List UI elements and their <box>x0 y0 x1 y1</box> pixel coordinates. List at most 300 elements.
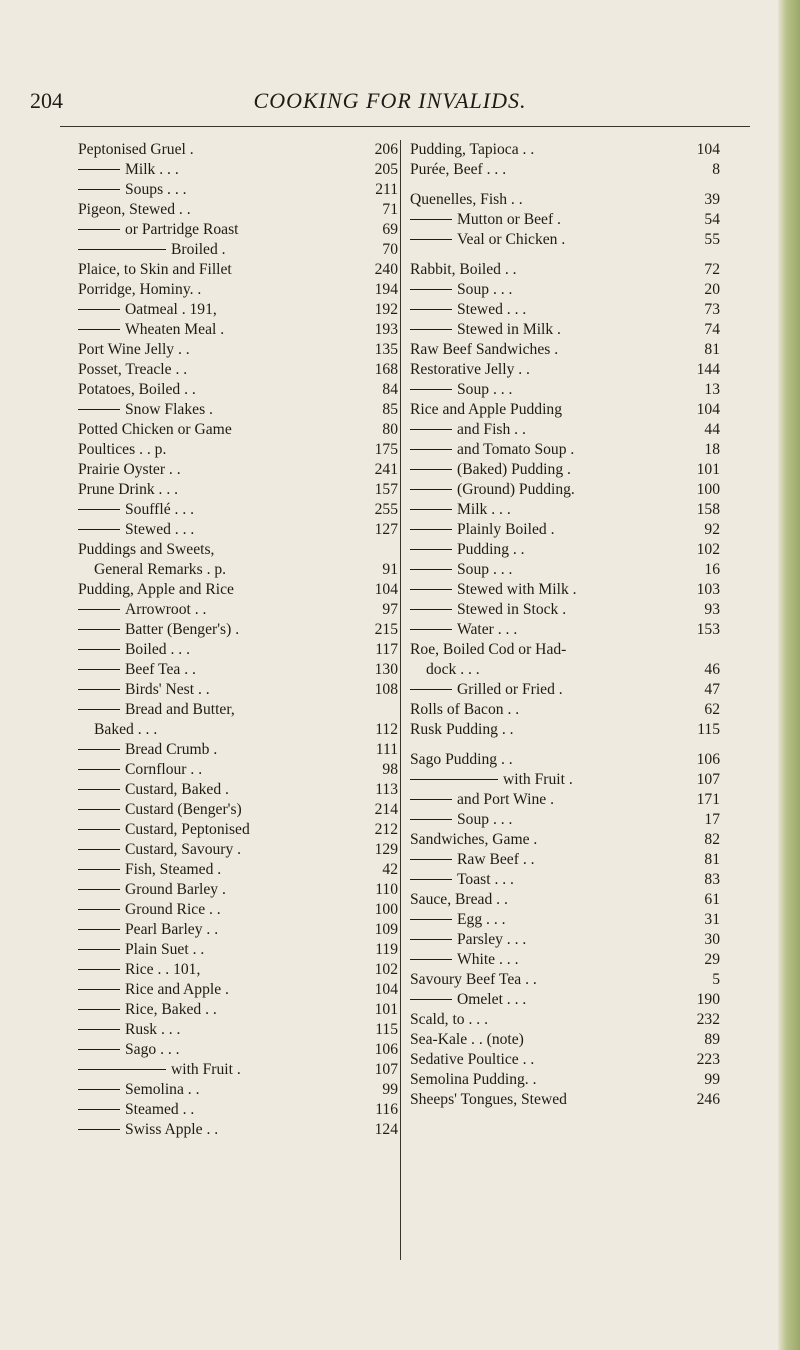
entry-text: Porridge, Hominy. . <box>78 281 202 298</box>
page-header <box>30 88 750 128</box>
entry-label <box>410 830 680 850</box>
index-entry <box>410 870 720 890</box>
ditto-dash <box>410 239 452 240</box>
entry-page: 17 <box>704 811 720 828</box>
entry-page: 101 <box>374 1001 398 1018</box>
entry-label <box>78 900 358 920</box>
entry-text: and Tomato Soup . <box>457 441 575 458</box>
ditto-dash <box>78 629 120 630</box>
entry-text: Scald, to . . . <box>410 1011 488 1028</box>
entry-text: with Fruit . <box>503 771 573 788</box>
index-entry <box>78 320 398 340</box>
index-entry <box>78 660 398 680</box>
entry-label <box>410 680 680 700</box>
ditto-dash <box>410 309 452 310</box>
entry-text: Parsley . . . <box>457 931 527 948</box>
entry-text: Birds' Nest . . <box>125 681 210 698</box>
entry-label <box>410 870 680 890</box>
index-spacer <box>410 740 720 750</box>
entry-text: Rice and Apple Pudding <box>410 401 563 418</box>
index-entry <box>410 440 720 460</box>
entry-text: Rice and Apple . <box>125 981 229 998</box>
index-entry <box>410 790 720 810</box>
ditto-dash <box>78 1009 120 1010</box>
entry-page: 83 <box>704 871 720 888</box>
ditto-dash <box>78 689 120 690</box>
entry-page: 46 <box>704 661 720 678</box>
index-entry <box>410 1050 720 1070</box>
ditto-dash <box>78 989 120 990</box>
ditto-dash <box>78 809 120 810</box>
entry-label <box>410 660 680 680</box>
index-entry <box>410 280 720 300</box>
entry-label <box>78 180 358 200</box>
entry-text: Arrowroot . . <box>125 601 207 618</box>
ditto-dash <box>78 529 120 530</box>
entry-text: Soup . . . <box>457 381 513 398</box>
index-entry <box>410 890 720 910</box>
entry-text: Port Wine Jelly . . <box>78 341 190 358</box>
index-entry <box>410 320 720 340</box>
index-entry <box>410 500 720 520</box>
entry-text: Stewed in Milk . <box>457 321 561 338</box>
index-entry <box>78 1120 398 1140</box>
ditto-dash <box>410 429 452 430</box>
entry-text: Broiled . <box>171 241 226 258</box>
entry-page: 42 <box>382 861 398 878</box>
entry-text: Potatoes, Boiled . . <box>78 381 196 398</box>
entry-text: Sago Pudding . . <box>410 751 513 768</box>
entry-page: 109 <box>374 921 398 938</box>
entry-page: 103 <box>696 581 720 598</box>
entry-page: 20 <box>704 281 720 298</box>
entry-label <box>410 260 680 280</box>
entry-page: 93 <box>704 601 720 618</box>
running-title: COOKING FOR INVALIDS. <box>253 88 527 113</box>
index-entry <box>78 420 398 440</box>
index-entry <box>78 820 398 840</box>
ditto-dash <box>78 609 120 610</box>
entry-label <box>410 340 680 360</box>
entry-label <box>78 700 358 720</box>
ditto-dash <box>78 949 120 950</box>
entry-text: Baked . . . <box>94 721 158 738</box>
entry-page: 99 <box>382 1081 398 1098</box>
entry-text: Boiled . . . <box>125 641 190 658</box>
entry-page: 18 <box>704 441 720 458</box>
entry-page: 112 <box>375 721 398 738</box>
index-entry <box>410 930 720 950</box>
entry-text: Fish, Steamed . <box>125 861 222 878</box>
entry-text: Rabbit, Boiled . . <box>410 261 517 278</box>
ditto-dash <box>410 569 452 570</box>
index-entry <box>78 140 398 160</box>
index-entry <box>410 230 720 250</box>
entry-page: 124 <box>374 1121 398 1138</box>
index-entry <box>410 140 720 160</box>
index-entry <box>78 920 398 940</box>
entry-text: and Fish . . <box>457 421 526 438</box>
entry-page: 81 <box>704 341 720 358</box>
index-entry <box>410 640 720 660</box>
entry-page: 71 <box>382 201 398 218</box>
entry-label <box>78 160 358 180</box>
entry-text: Ground Rice . . <box>125 901 221 918</box>
entry-label <box>410 380 680 400</box>
index-entry <box>78 340 398 360</box>
index-entry <box>78 1020 398 1040</box>
index-entry <box>410 620 720 640</box>
index-entry <box>78 740 398 760</box>
entry-text: Semolina Pudding. . <box>410 1071 537 1088</box>
index-entry <box>78 600 398 620</box>
entry-page: 127 <box>374 521 398 538</box>
entry-page: 129 <box>374 841 398 858</box>
entry-label <box>78 880 358 900</box>
index-entry <box>410 720 720 740</box>
ditto-dash <box>78 909 120 910</box>
entry-label <box>78 740 358 760</box>
entry-text: Oatmeal . 191, <box>125 301 217 318</box>
entry-text: Bread Crumb . <box>125 741 218 758</box>
entry-label <box>78 400 358 420</box>
entry-text: (Baked) Pudding . <box>457 461 571 478</box>
index-entry <box>410 1070 720 1090</box>
index-entry <box>78 1060 398 1080</box>
entry-label <box>410 970 680 990</box>
index-entry <box>78 360 398 380</box>
index-entry <box>78 520 398 540</box>
entry-text: Stewed in Stock . <box>457 601 567 618</box>
ditto-dash <box>410 289 452 290</box>
index-entry <box>78 400 398 420</box>
entry-page: 206 <box>374 141 398 158</box>
entry-label <box>78 240 358 260</box>
entry-text: Sandwiches, Game . <box>410 831 538 848</box>
entry-label <box>410 230 680 250</box>
index-column-right <box>410 140 720 1110</box>
ditto-dash <box>410 489 452 490</box>
entry-page: 119 <box>375 941 398 958</box>
index-entry <box>410 160 720 180</box>
entry-page: 54 <box>704 211 720 228</box>
entry-label <box>410 700 680 720</box>
ditto-dash <box>410 449 452 450</box>
entry-page: 84 <box>382 381 398 398</box>
index-spacer <box>410 180 720 190</box>
entry-label <box>410 300 680 320</box>
ditto-dash <box>410 919 452 920</box>
entry-page: 29 <box>704 951 720 968</box>
ditto-dash <box>78 669 120 670</box>
index-entry <box>410 970 720 990</box>
column-divider <box>400 140 401 1260</box>
ditto-dash <box>410 939 452 940</box>
entry-label <box>410 360 680 380</box>
entry-page: 158 <box>696 501 720 518</box>
ditto-dash <box>78 849 120 850</box>
index-entry <box>410 300 720 320</box>
ditto-dash <box>78 829 120 830</box>
index-entry <box>410 380 720 400</box>
page-edge <box>778 0 800 1350</box>
index-entry <box>78 980 398 1000</box>
entry-text: Posset, Treacle . . <box>78 361 188 378</box>
entry-label <box>78 1120 358 1140</box>
entry-page: 175 <box>374 441 398 458</box>
entry-label <box>410 1030 680 1050</box>
index-entry <box>410 700 720 720</box>
index-entry <box>410 580 720 600</box>
entry-page: 104 <box>374 581 398 598</box>
ditto-dash <box>78 649 120 650</box>
ditto-dash <box>410 779 498 780</box>
ditto-dash <box>410 509 452 510</box>
entry-text: Soups . . . <box>125 181 187 198</box>
index-entry <box>78 900 398 920</box>
index-entry <box>78 640 398 660</box>
entry-page: 104 <box>374 981 398 998</box>
index-entry <box>78 760 398 780</box>
entry-page: 192 <box>374 301 398 318</box>
entry-text: Swiss Apple . . <box>125 1121 219 1138</box>
ditto-dash <box>410 689 452 690</box>
entry-text: Rice, Baked . . <box>125 1001 217 1018</box>
entry-label <box>410 280 680 300</box>
entry-label <box>78 140 358 160</box>
entry-text: Soup . . . <box>457 561 513 578</box>
entry-label <box>78 200 358 220</box>
entry-page: 211 <box>375 181 398 198</box>
entry-page: 107 <box>374 1061 398 1078</box>
entry-label <box>410 440 680 460</box>
entry-text: Plainly Boiled . <box>457 521 555 538</box>
entry-label <box>78 1100 358 1120</box>
entry-label <box>78 1060 358 1080</box>
entry-page: 82 <box>704 831 720 848</box>
entry-label <box>410 1090 680 1110</box>
index-entry <box>78 240 398 260</box>
header-rule <box>60 126 750 127</box>
index-entry <box>78 720 398 740</box>
entry-text: Soup . . . <box>457 811 513 828</box>
entry-label <box>78 640 358 660</box>
index-entry <box>78 280 398 300</box>
entry-text: Bread and Butter, <box>125 701 235 718</box>
entry-text: Mutton or Beef . <box>457 211 561 228</box>
ditto-dash <box>78 709 120 710</box>
entry-label <box>78 460 358 480</box>
entry-text: Roe, Boiled Cod or Had- <box>410 641 567 658</box>
entry-text: Pudding . . <box>457 541 525 558</box>
index-entry <box>78 840 398 860</box>
entry-text: Sea-Kale . . (note) <box>410 1031 524 1048</box>
entry-label <box>78 440 358 460</box>
ditto-dash <box>410 219 452 220</box>
entry-label <box>410 160 680 180</box>
entry-text: Pudding, Tapioca . . <box>410 141 535 158</box>
entry-label <box>78 660 358 680</box>
index-entry <box>78 800 398 820</box>
entry-page: 113 <box>375 781 398 798</box>
entry-label <box>78 560 358 580</box>
entry-text: Purée, Beef . . . <box>410 161 507 178</box>
index-entry <box>78 780 398 800</box>
entry-text: Sago . . . <box>125 1041 180 1058</box>
index-entry <box>78 580 398 600</box>
entry-label <box>78 940 358 960</box>
entry-label <box>78 220 358 240</box>
entry-label <box>410 720 680 740</box>
ditto-dash <box>410 629 452 630</box>
entry-page: 44 <box>704 421 720 438</box>
entry-label <box>78 840 358 860</box>
entry-page: 97 <box>382 601 398 618</box>
entry-page: 135 <box>374 341 398 358</box>
entry-page: 212 <box>374 821 398 838</box>
entry-text: White . . . <box>457 951 519 968</box>
entry-text: Quenelles, Fish . . <box>410 191 523 208</box>
entry-label <box>78 680 358 700</box>
ditto-dash <box>78 309 120 310</box>
index-entry <box>410 990 720 1010</box>
ditto-dash <box>78 769 120 770</box>
index-entry <box>410 1090 720 1110</box>
entry-text: Peptonised Gruel . <box>78 141 194 158</box>
entry-text: Steamed . . <box>125 1101 195 1118</box>
index-entry <box>78 540 398 560</box>
index-entry <box>78 260 398 280</box>
entry-label <box>410 1010 680 1030</box>
entry-text: Pigeon, Stewed . . <box>78 201 191 218</box>
index-entry <box>78 1100 398 1120</box>
index-entry <box>410 460 720 480</box>
entry-label <box>78 920 358 940</box>
entry-page: 102 <box>696 541 720 558</box>
entry-page: 8 <box>712 161 720 178</box>
entry-page: 108 <box>374 681 398 698</box>
entry-text: Sauce, Bread . . <box>410 891 508 908</box>
entry-page: 55 <box>704 231 720 248</box>
page-number: 204 <box>30 88 63 113</box>
index-entry <box>410 950 720 970</box>
entry-page: 81 <box>704 851 720 868</box>
entry-page: 168 <box>374 361 398 378</box>
index-entry <box>78 300 398 320</box>
entry-text: Custard, Savoury . <box>125 841 242 858</box>
index-entry <box>78 380 398 400</box>
ditto-dash <box>78 229 120 230</box>
entry-text: Custard, Baked . <box>125 781 229 798</box>
ditto-dash <box>410 819 452 820</box>
ditto-dash <box>410 329 452 330</box>
entry-text: Soufflé . . . <box>125 501 195 518</box>
index-entry <box>78 160 398 180</box>
entry-text: or Partridge Roast <box>125 221 239 238</box>
entry-label <box>78 600 358 620</box>
ditto-dash <box>78 1029 120 1030</box>
entry-label <box>78 800 358 820</box>
entry-page: 104 <box>696 141 720 158</box>
entry-page: 31 <box>704 911 720 928</box>
ditto-dash <box>410 959 452 960</box>
index-entry <box>78 500 398 520</box>
entry-text: Cornflour . . <box>125 761 203 778</box>
index-entry <box>410 560 720 580</box>
entry-label <box>410 210 680 230</box>
index-entry <box>410 1010 720 1030</box>
entry-text: Sheeps' Tongues, Stewed <box>410 1091 567 1108</box>
entry-label <box>410 890 680 910</box>
index-entry <box>410 850 720 870</box>
ditto-dash <box>78 1049 120 1050</box>
entry-label <box>78 1040 358 1060</box>
entry-text: (Ground) Pudding. <box>457 481 575 498</box>
entry-label <box>78 860 358 880</box>
entry-label <box>410 850 680 870</box>
entry-text: Stewed with Milk . <box>457 581 577 598</box>
entry-text: Custard (Benger's) <box>125 801 242 818</box>
entry-label <box>78 580 358 600</box>
index-entry <box>78 1080 398 1100</box>
entry-text: Rusk Pudding . . <box>410 721 514 738</box>
entry-label <box>410 950 680 970</box>
index-entry <box>410 400 720 420</box>
ditto-dash <box>78 509 120 510</box>
entry-page: 89 <box>704 1031 720 1048</box>
entry-text: Rusk . . . <box>125 1021 181 1038</box>
entry-page: 117 <box>375 641 398 658</box>
entry-label <box>410 190 680 210</box>
entry-label <box>410 600 680 620</box>
entry-page: 116 <box>375 1101 398 1118</box>
entry-page: 85 <box>382 401 398 418</box>
index-entry <box>410 770 720 790</box>
entry-label <box>410 420 680 440</box>
index-entry <box>78 680 398 700</box>
entry-page: 70 <box>382 241 398 258</box>
index-entry <box>410 360 720 380</box>
index-entry <box>410 520 720 540</box>
entry-text: Plaice, to Skin and Fillet <box>78 261 232 278</box>
entry-page: 72 <box>704 261 720 278</box>
entry-page: 107 <box>696 771 720 788</box>
entry-label <box>410 580 680 600</box>
entry-label <box>410 560 680 580</box>
entry-page <box>680 640 720 660</box>
entry-label <box>410 770 680 790</box>
entry-label <box>410 640 680 660</box>
entry-text: Puddings and Sweets, <box>78 541 215 558</box>
entry-page: 205 <box>374 161 398 178</box>
entry-page: 115 <box>375 1021 398 1038</box>
index-entry <box>78 180 398 200</box>
entry-label <box>78 360 358 380</box>
entry-label <box>78 1080 358 1100</box>
entry-text: Stewed . . . <box>125 521 195 538</box>
ditto-dash <box>410 799 452 800</box>
entry-label <box>410 320 680 340</box>
index-entry <box>410 810 720 830</box>
index-entry <box>78 1040 398 1060</box>
entry-text: Snow Flakes . <box>125 401 213 418</box>
entry-page: 74 <box>704 321 720 338</box>
entry-label <box>410 140 680 160</box>
ditto-dash <box>78 1069 166 1070</box>
ditto-dash <box>410 879 452 880</box>
entry-label <box>78 420 358 440</box>
index-entry <box>410 910 720 930</box>
